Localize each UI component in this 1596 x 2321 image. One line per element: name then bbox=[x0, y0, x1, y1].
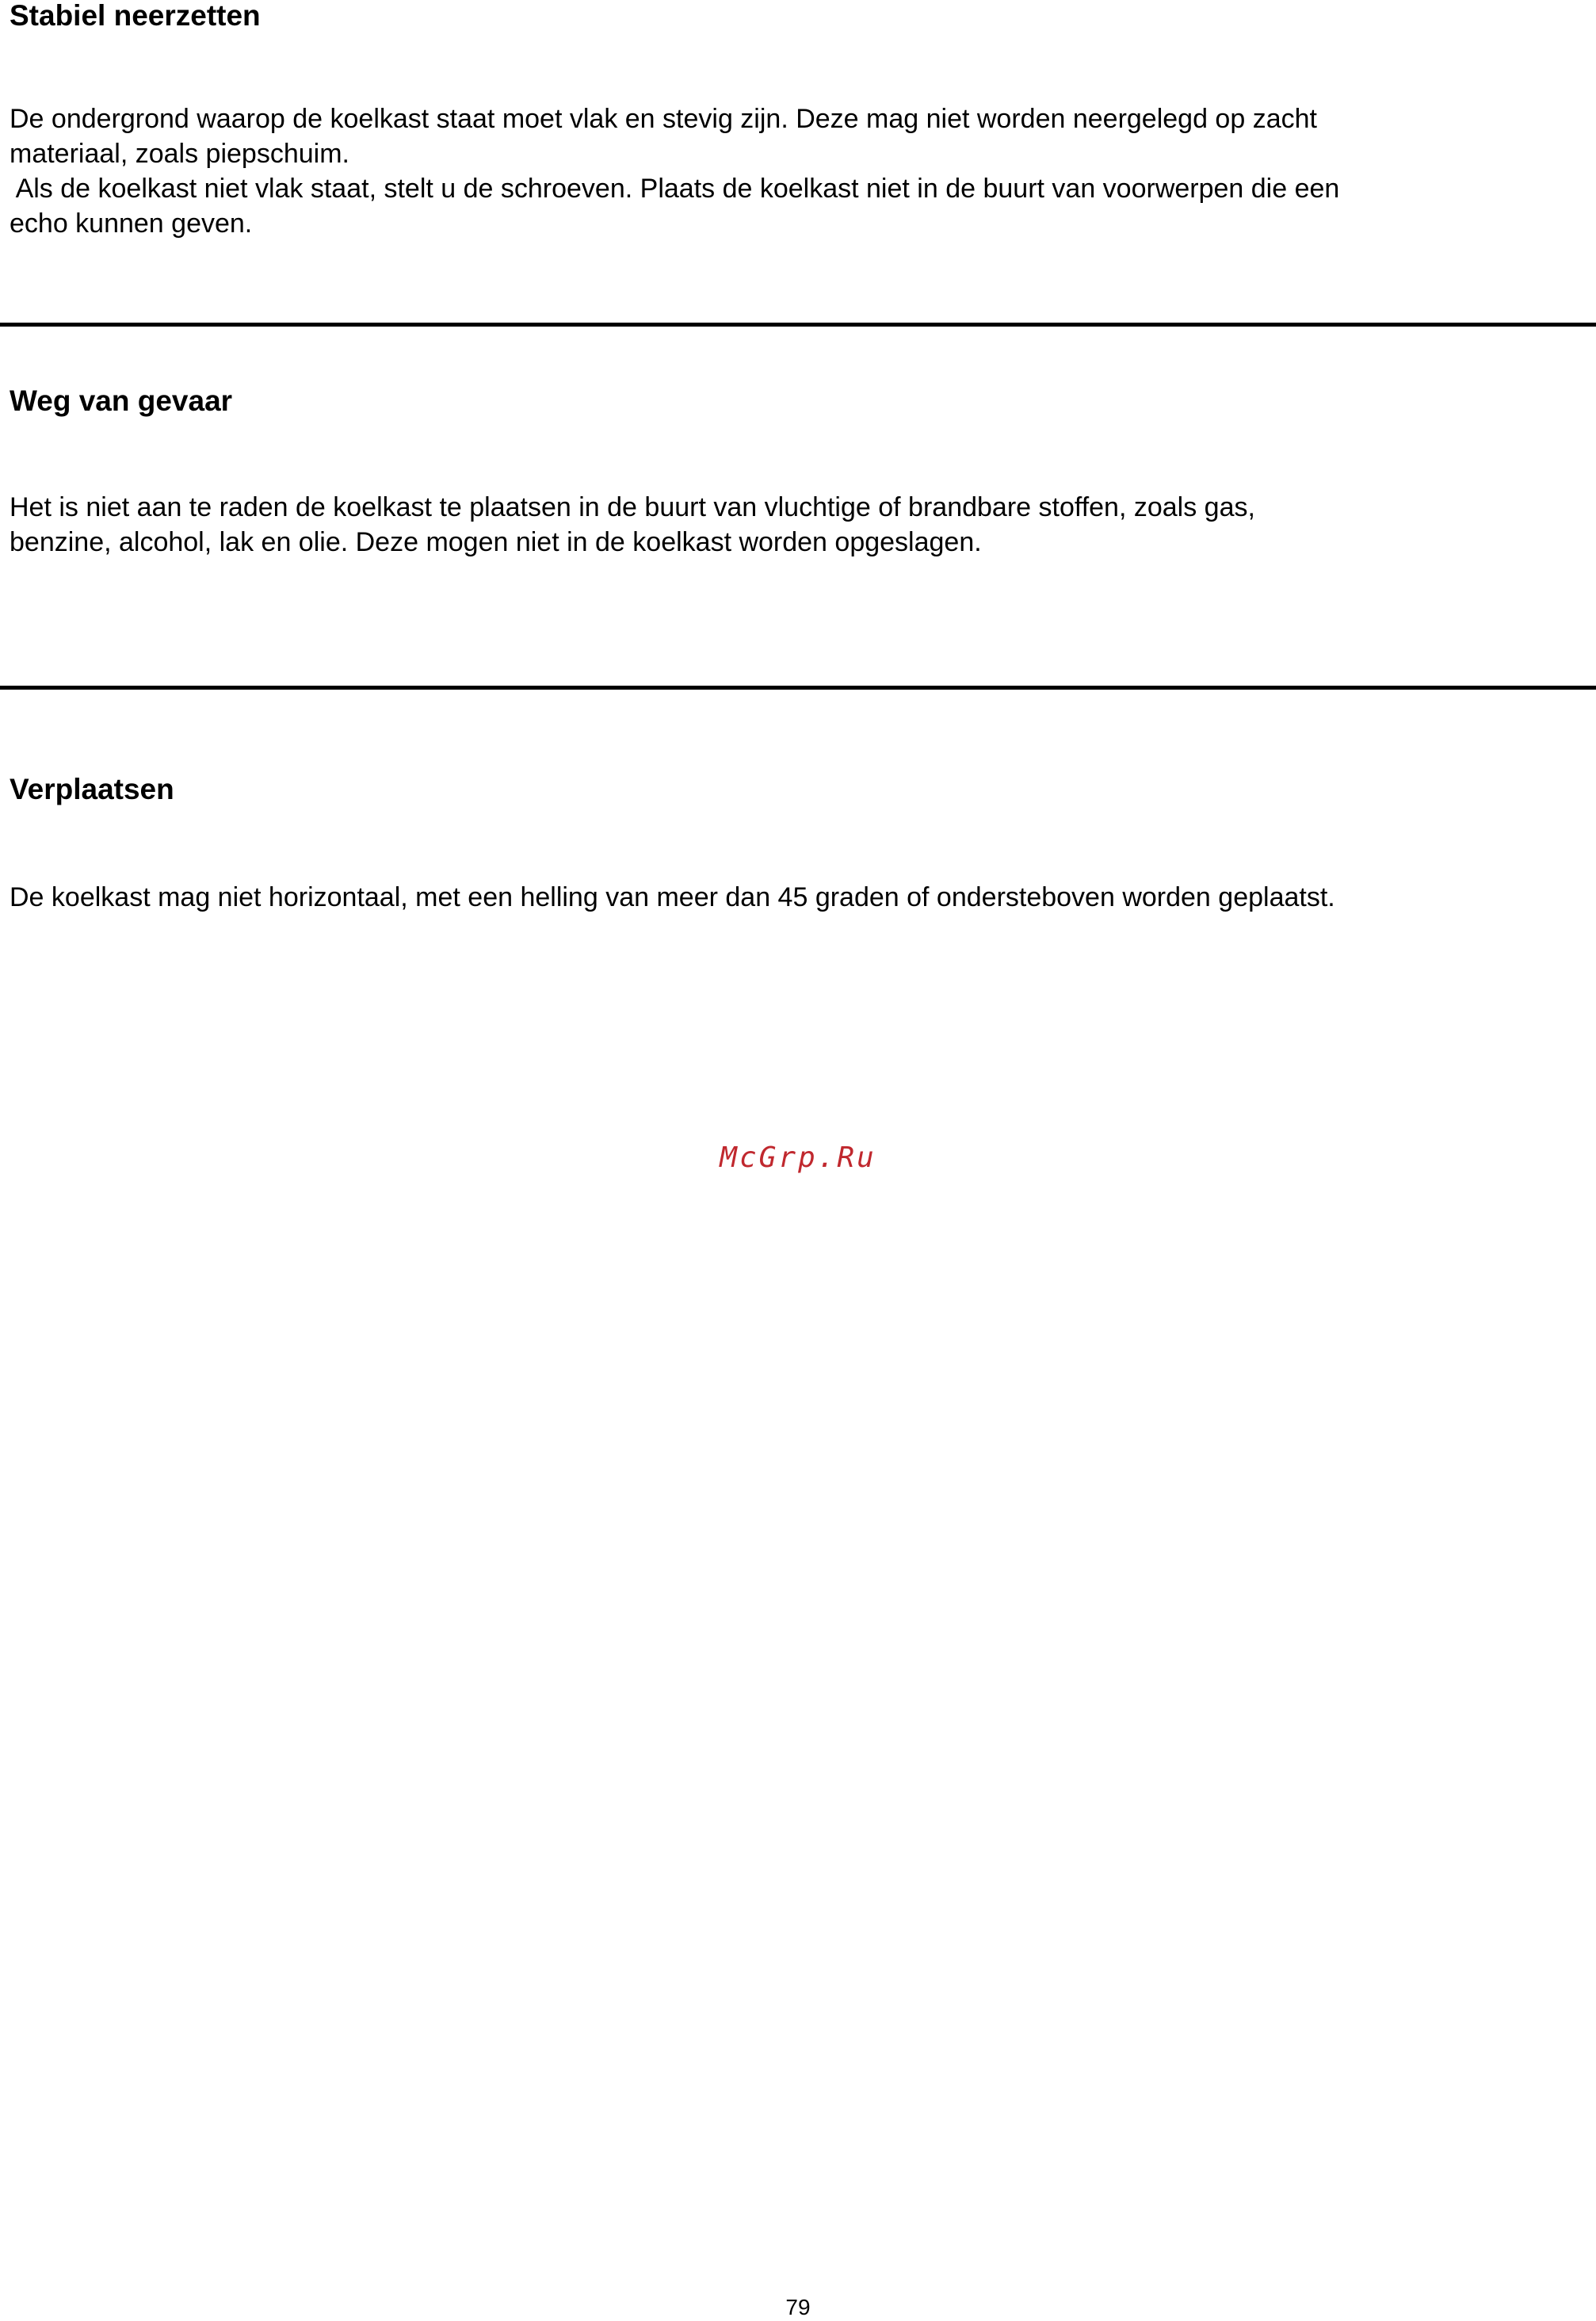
watermark-text: McGrp.Ru bbox=[720, 1141, 876, 1174]
page-number: 79 bbox=[785, 2295, 811, 2319]
paragraph-line: materiaal, zoals piepschuim. bbox=[10, 139, 349, 169]
paragraph-line: echo kunnen geven. bbox=[10, 208, 253, 239]
section-heading-verplaatsen: Verplaatsen bbox=[10, 773, 174, 805]
section-divider bbox=[0, 323, 1596, 327]
paragraph-line: De koelkast mag niet horizontaal, met een helling van meer dan 45 graden of ondersteboven worden geplaatst. bbox=[10, 882, 1335, 912]
paragraph-line: Als de koelkast niet vlak staat, stelt u de schroeven. Plaats de koelkast niet in de buurt van voorwerpen die een bbox=[10, 174, 1340, 204]
section-divider bbox=[0, 686, 1596, 690]
section-heading-stabiel-neerzetten: Stabiel neerzetten bbox=[10, 0, 261, 32]
paragraph-line: benzine, alcohol, lak en olie. Deze mogen niet in de koelkast worden opgeslagen. bbox=[10, 527, 982, 557]
section-heading-weg-van-gevaar: Weg van gevaar bbox=[10, 384, 233, 417]
paragraph-line: Het is niet aan te raden de koelkast te plaatsen in de buurt van vluchtige of brandbare stoffen, zoals gas, bbox=[10, 492, 1255, 522]
paragraph-line: De ondergrond waarop de koelkast staat moet vlak en stevig zijn. Deze mag niet worden neergelegd op zacht bbox=[10, 104, 1317, 134]
